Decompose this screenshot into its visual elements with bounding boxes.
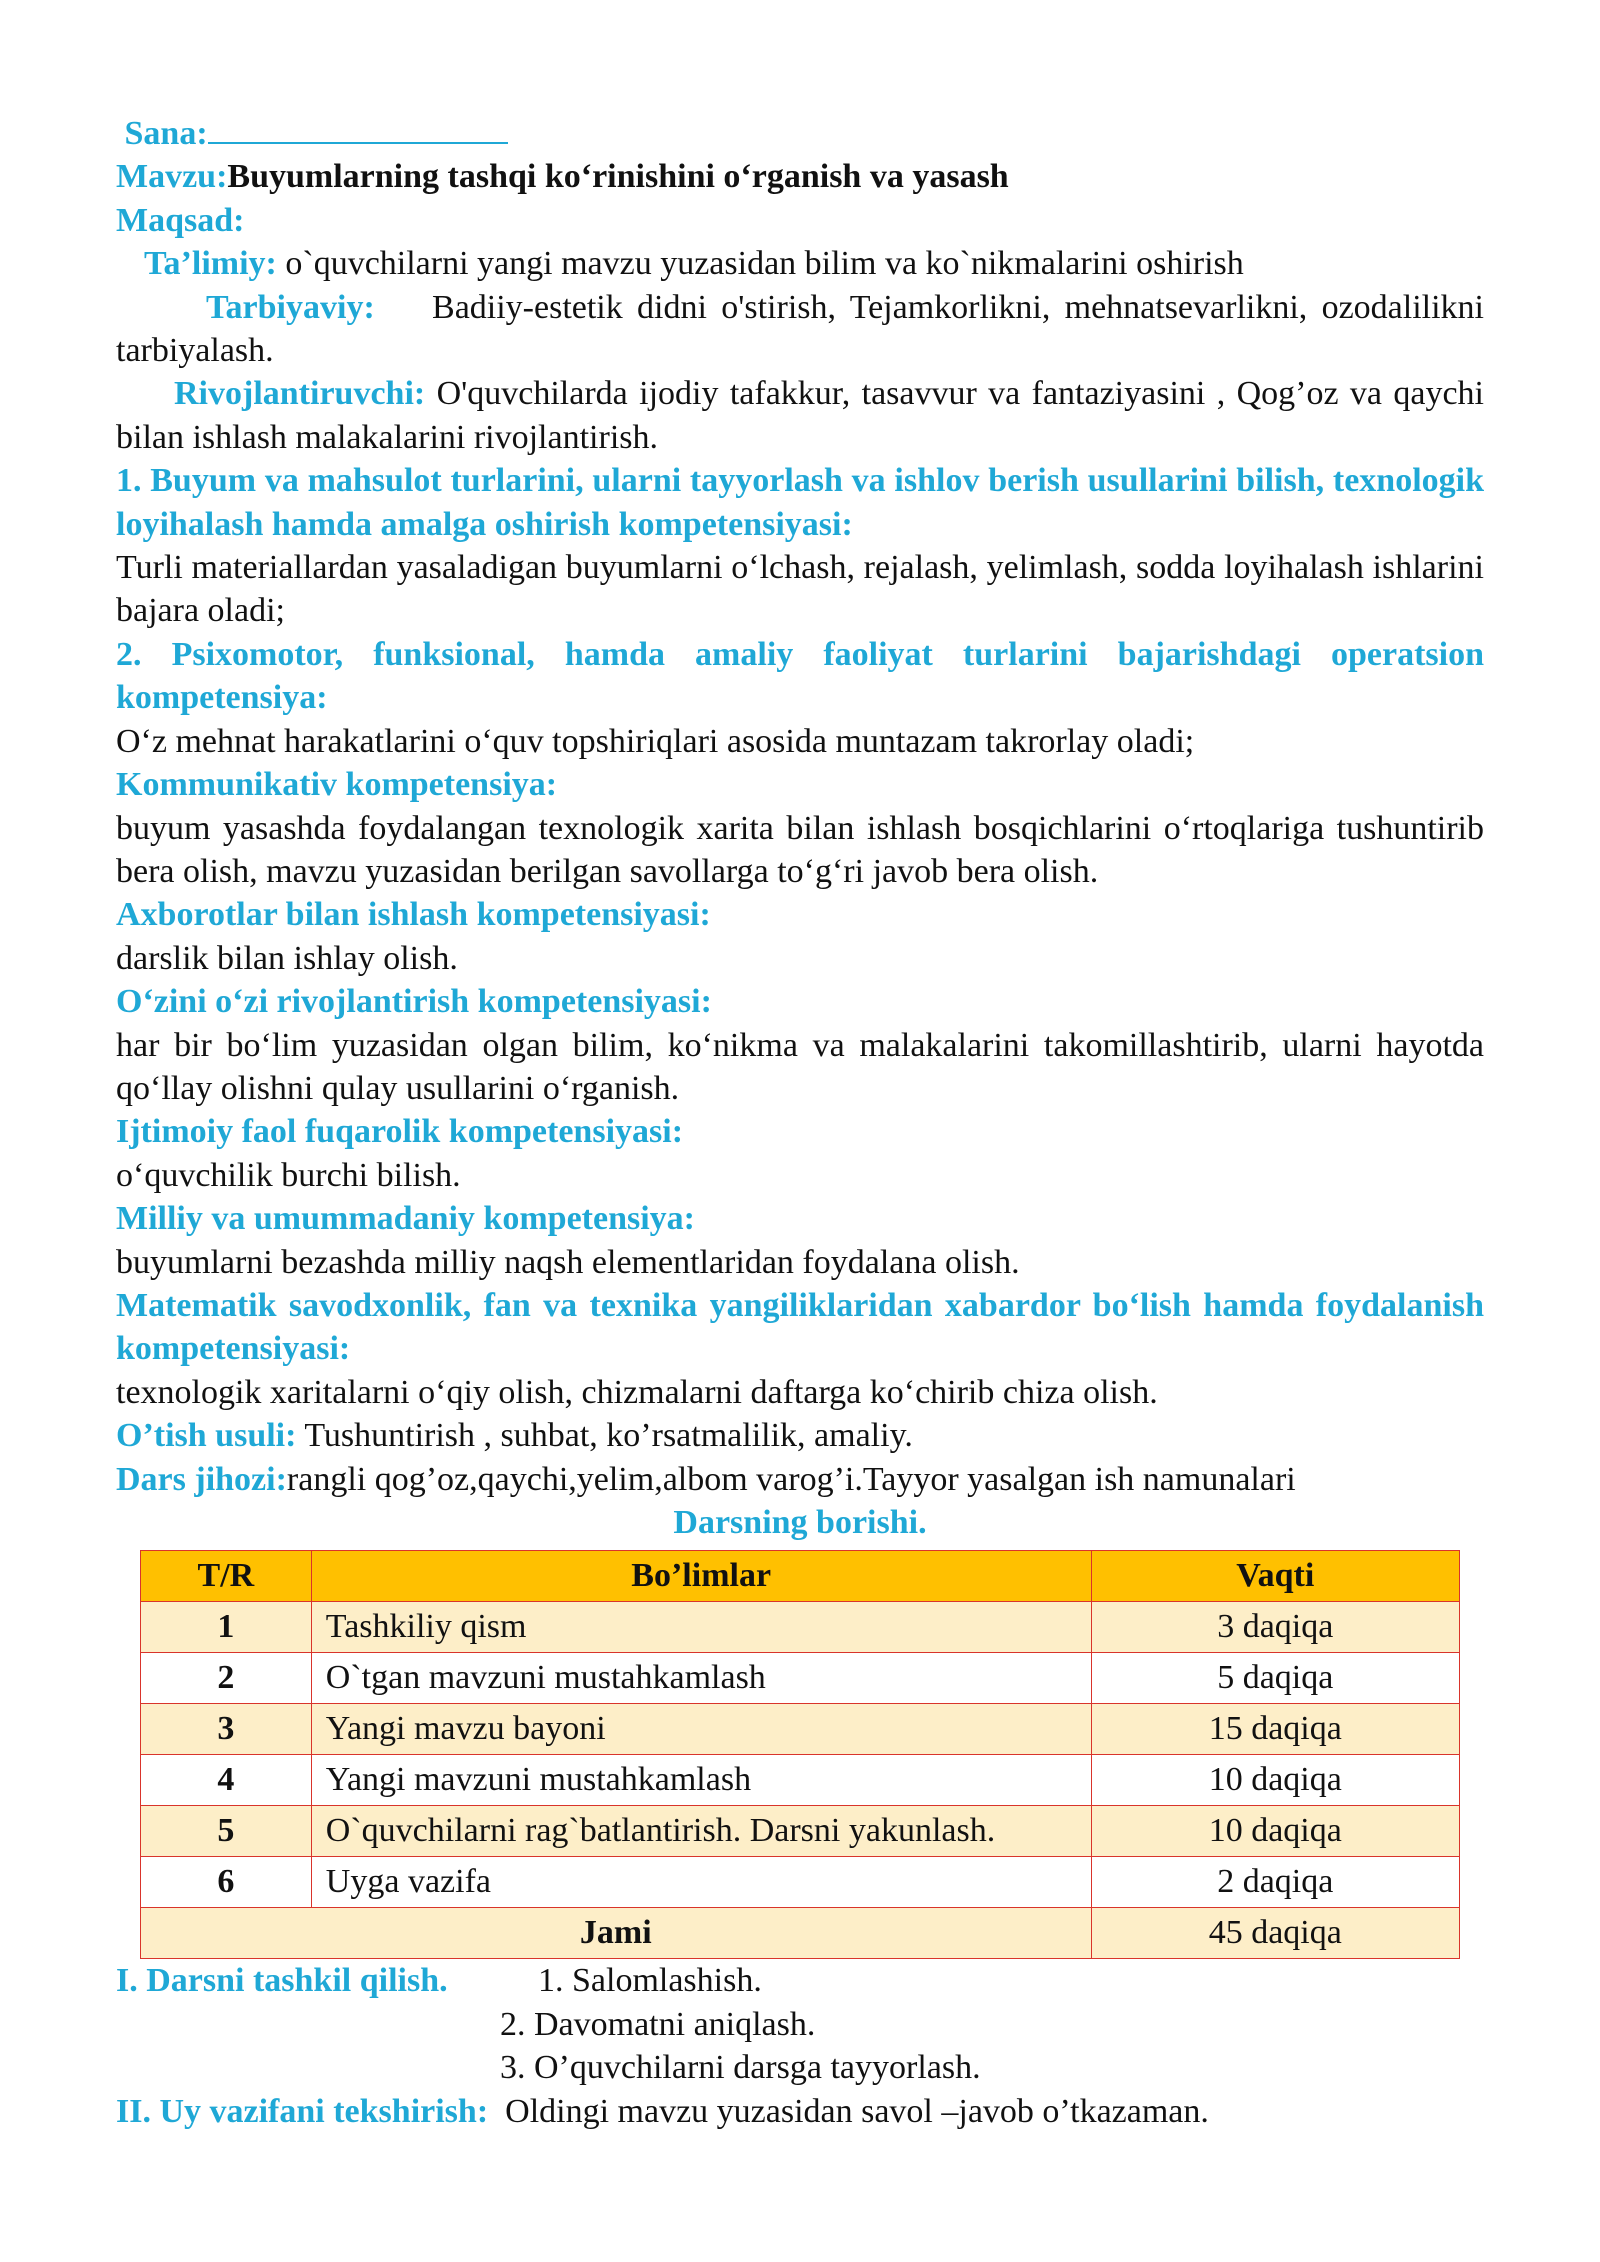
row-number: 4 <box>141 1755 312 1806</box>
table-header-time: Vaqti <box>1091 1551 1459 1602</box>
sana-blank <box>208 112 508 144</box>
table-header-sections: Bo’limlar <box>311 1551 1091 1602</box>
rivoj-paragraph <box>116 372 1484 459</box>
talimiy-line <box>116 242 1484 285</box>
borishi-title: Darsning borishi. <box>673 1504 927 1541</box>
section-2-value: Oldingi mavzu yuzasidan savol –javob o’tkazaman. <box>505 2092 1209 2130</box>
row-number: 3 <box>141 1704 312 1755</box>
competency-text: buyumlarni bezashda milliy naqsh elementlaridan foydalana olish. <box>116 1243 1020 1281</box>
section-1-step: 1. Salomlashish. <box>538 1962 762 2000</box>
table-header-row <box>141 1551 1460 1602</box>
tarbiyaviy-paragraph <box>116 286 1484 373</box>
total-label: Jami <box>141 1908 1092 1959</box>
table-row <box>141 1653 1460 1704</box>
competency-text: texnologik xaritalarni o‘qiy olish, chizmalarni daftarga ko‘chirib chiza olish. <box>116 1373 1158 1411</box>
row-time: 10 daqiqa <box>1091 1806 1459 1857</box>
mavzu-line <box>116 155 1484 198</box>
tarbiyaviy-value: Badiiy-estetik didni o'stirish, Tejamkorlikni, mehnatsevarlikni, ozodalilikni tarbiyalash. <box>116 288 1484 370</box>
table-row <box>141 1857 1460 1908</box>
table-header-tr: T/R <box>141 1551 312 1602</box>
otish-value: Tushuntirish , suhbat, ko’rsatmalilik, amaliy. <box>304 1417 913 1455</box>
otish-line <box>116 1414 1484 1457</box>
talimiy-label: Ta’limiy: <box>144 245 277 283</box>
section-1-step: 3. O’quvchilarni darsga tayyorlash. <box>500 2049 981 2087</box>
jihoz-value: rangli qog’oz,qaychi,yelim,albom varog’i.Tayyor yasalgan ish namunalari <box>286 1460 1296 1498</box>
jihoz-line <box>116 1458 1484 1501</box>
competency-text: buyum yasashda foydalangan texnologik xarita bilan ishlash bosqichlarini o‘rtoqlariga tushuntirib bera olish, mavzu yuzasidan berilgan savollarga to‘g‘ri javob bera olish. <box>116 809 1484 890</box>
row-time: 10 daqiqa <box>1091 1755 1459 1806</box>
table-row <box>141 1806 1460 1857</box>
tarbiyaviy-label: Tarbiyaviy: <box>206 288 375 326</box>
row-time: 2 daqiqa <box>1091 1857 1459 1908</box>
competency-heading: Axborotlar bilan ishlash kompetensiyasi: <box>116 896 711 934</box>
row-section: Yangi mavzuni mustahkamlash <box>311 1755 1091 1806</box>
competency-heading: Kommunikativ kompetensiya: <box>116 766 558 804</box>
mavzu-label: Mavzu: <box>116 158 228 196</box>
competency-text: Turli materiallardan yasaladigan buyumlarni o‘lchash, rejalash, yelimlash, sodda loyihalash ishlarini bajara oladi; <box>116 549 1484 630</box>
competency-text: o‘quvchilik burchi bilish. <box>116 1156 461 1194</box>
row-time: 15 daqiqa <box>1091 1704 1459 1755</box>
row-section: Yangi mavzu bayoni <box>311 1704 1091 1755</box>
competency-heading: 2. Psixomotor, funksional, hamda amaliy faoliyat turlarini bajarishdagi operatsion kompetensiya: <box>116 635 1484 717</box>
lesson-plan-table <box>140 1550 1460 1959</box>
jihoz-label: Dars jihozi: <box>116 1460 287 1498</box>
table-row <box>141 1704 1460 1755</box>
maqsad-line <box>116 199 1484 242</box>
talimiy-value: o`quvchilarni yangi mavzu yuzasidan bilim va ko`nikmalarini oshirish <box>285 245 1244 283</box>
rivoj-label: Rivojlantiruvchi: <box>174 375 426 413</box>
competency-heading: O‘zini o‘zi rivojlantirish kompetensiyasi: <box>116 983 712 1021</box>
section-2-label: II. Uy vazifani tekshirish: <box>116 2092 489 2130</box>
competency-heading: Ijtimoiy faol fuqarolik kompetensiyasi: <box>116 1113 684 1151</box>
sana-line <box>116 112 1484 155</box>
row-number: 2 <box>141 1653 312 1704</box>
row-number: 6 <box>141 1857 312 1908</box>
sana-label: Sana: <box>124 115 208 152</box>
competency-text: darslik bilan ishlay olish. <box>116 939 458 977</box>
section-2-line <box>116 2090 1484 2133</box>
table-row <box>141 1602 1460 1653</box>
section-1-first-row <box>116 1959 1484 2002</box>
row-number: 1 <box>141 1602 312 1653</box>
total-value: 45 daqiqa <box>1091 1908 1459 1959</box>
competency-text: har bir bo‘lim yuzasidan olgan bilim, ko‘nikma va malakalarini takomillashtirib, ularni hayotda qo‘llay olishni qulay usullarini o‘rganish. <box>116 1026 1484 1107</box>
row-section: O`quvchilarni rag`batlantirish. Darsni yakunlash. <box>311 1806 1091 1857</box>
row-section: Uyga vazifa <box>311 1857 1091 1908</box>
rivoj-value: O'quvchilarda ijodiy tafakkur, tasavvur va fantaziyasini , Qog’oz va qaychi bilan ishlash malakalarini rivojlantirish. <box>116 375 1485 456</box>
section-1 <box>116 1959 1484 2089</box>
competency-heading: 1. Buyum va mahsulot turlarini, ularni tayyorlash va ishlov berish usullarini bilish, texnologik loyihalash hamda amalga oshirish kompetensiyasi: <box>116 462 1484 543</box>
row-number: 5 <box>141 1806 312 1857</box>
otish-label: O’tish usuli: <box>116 1417 297 1455</box>
maqsad-label: Maqsad: <box>116 201 245 239</box>
section-1-label: I. Darsni tashkil qilish. <box>116 1962 448 2000</box>
competency-heading: Milliy va umummadaniy kompetensiya: <box>116 1200 695 1238</box>
section-1-step: 2. Davomatni aniqlash. <box>500 2005 816 2043</box>
competency-text: O‘z mehnat harakatlarini o‘quv topshiriqlari asosida muntazam takrorlay oladi; <box>116 722 1195 760</box>
row-section: Tashkiliy qism <box>311 1602 1091 1653</box>
row-section: O`tgan mavzuni mustahkamlash <box>311 1653 1091 1704</box>
row-time: 3 daqiqa <box>1091 1602 1459 1653</box>
table-total-row <box>141 1908 1460 1959</box>
row-time: 5 daqiqa <box>1091 1653 1459 1704</box>
table-row <box>141 1755 1460 1806</box>
competency-heading: Matematik savodxonlik, fan va texnika yangiliklaridan xabardor bo‘lish hamda foydalanish kompetensiyasi: <box>116 1286 1484 1368</box>
mavzu-value: Buyumlarning tashqi ko‘rinishini o‘rganish va yasash <box>227 158 1009 196</box>
